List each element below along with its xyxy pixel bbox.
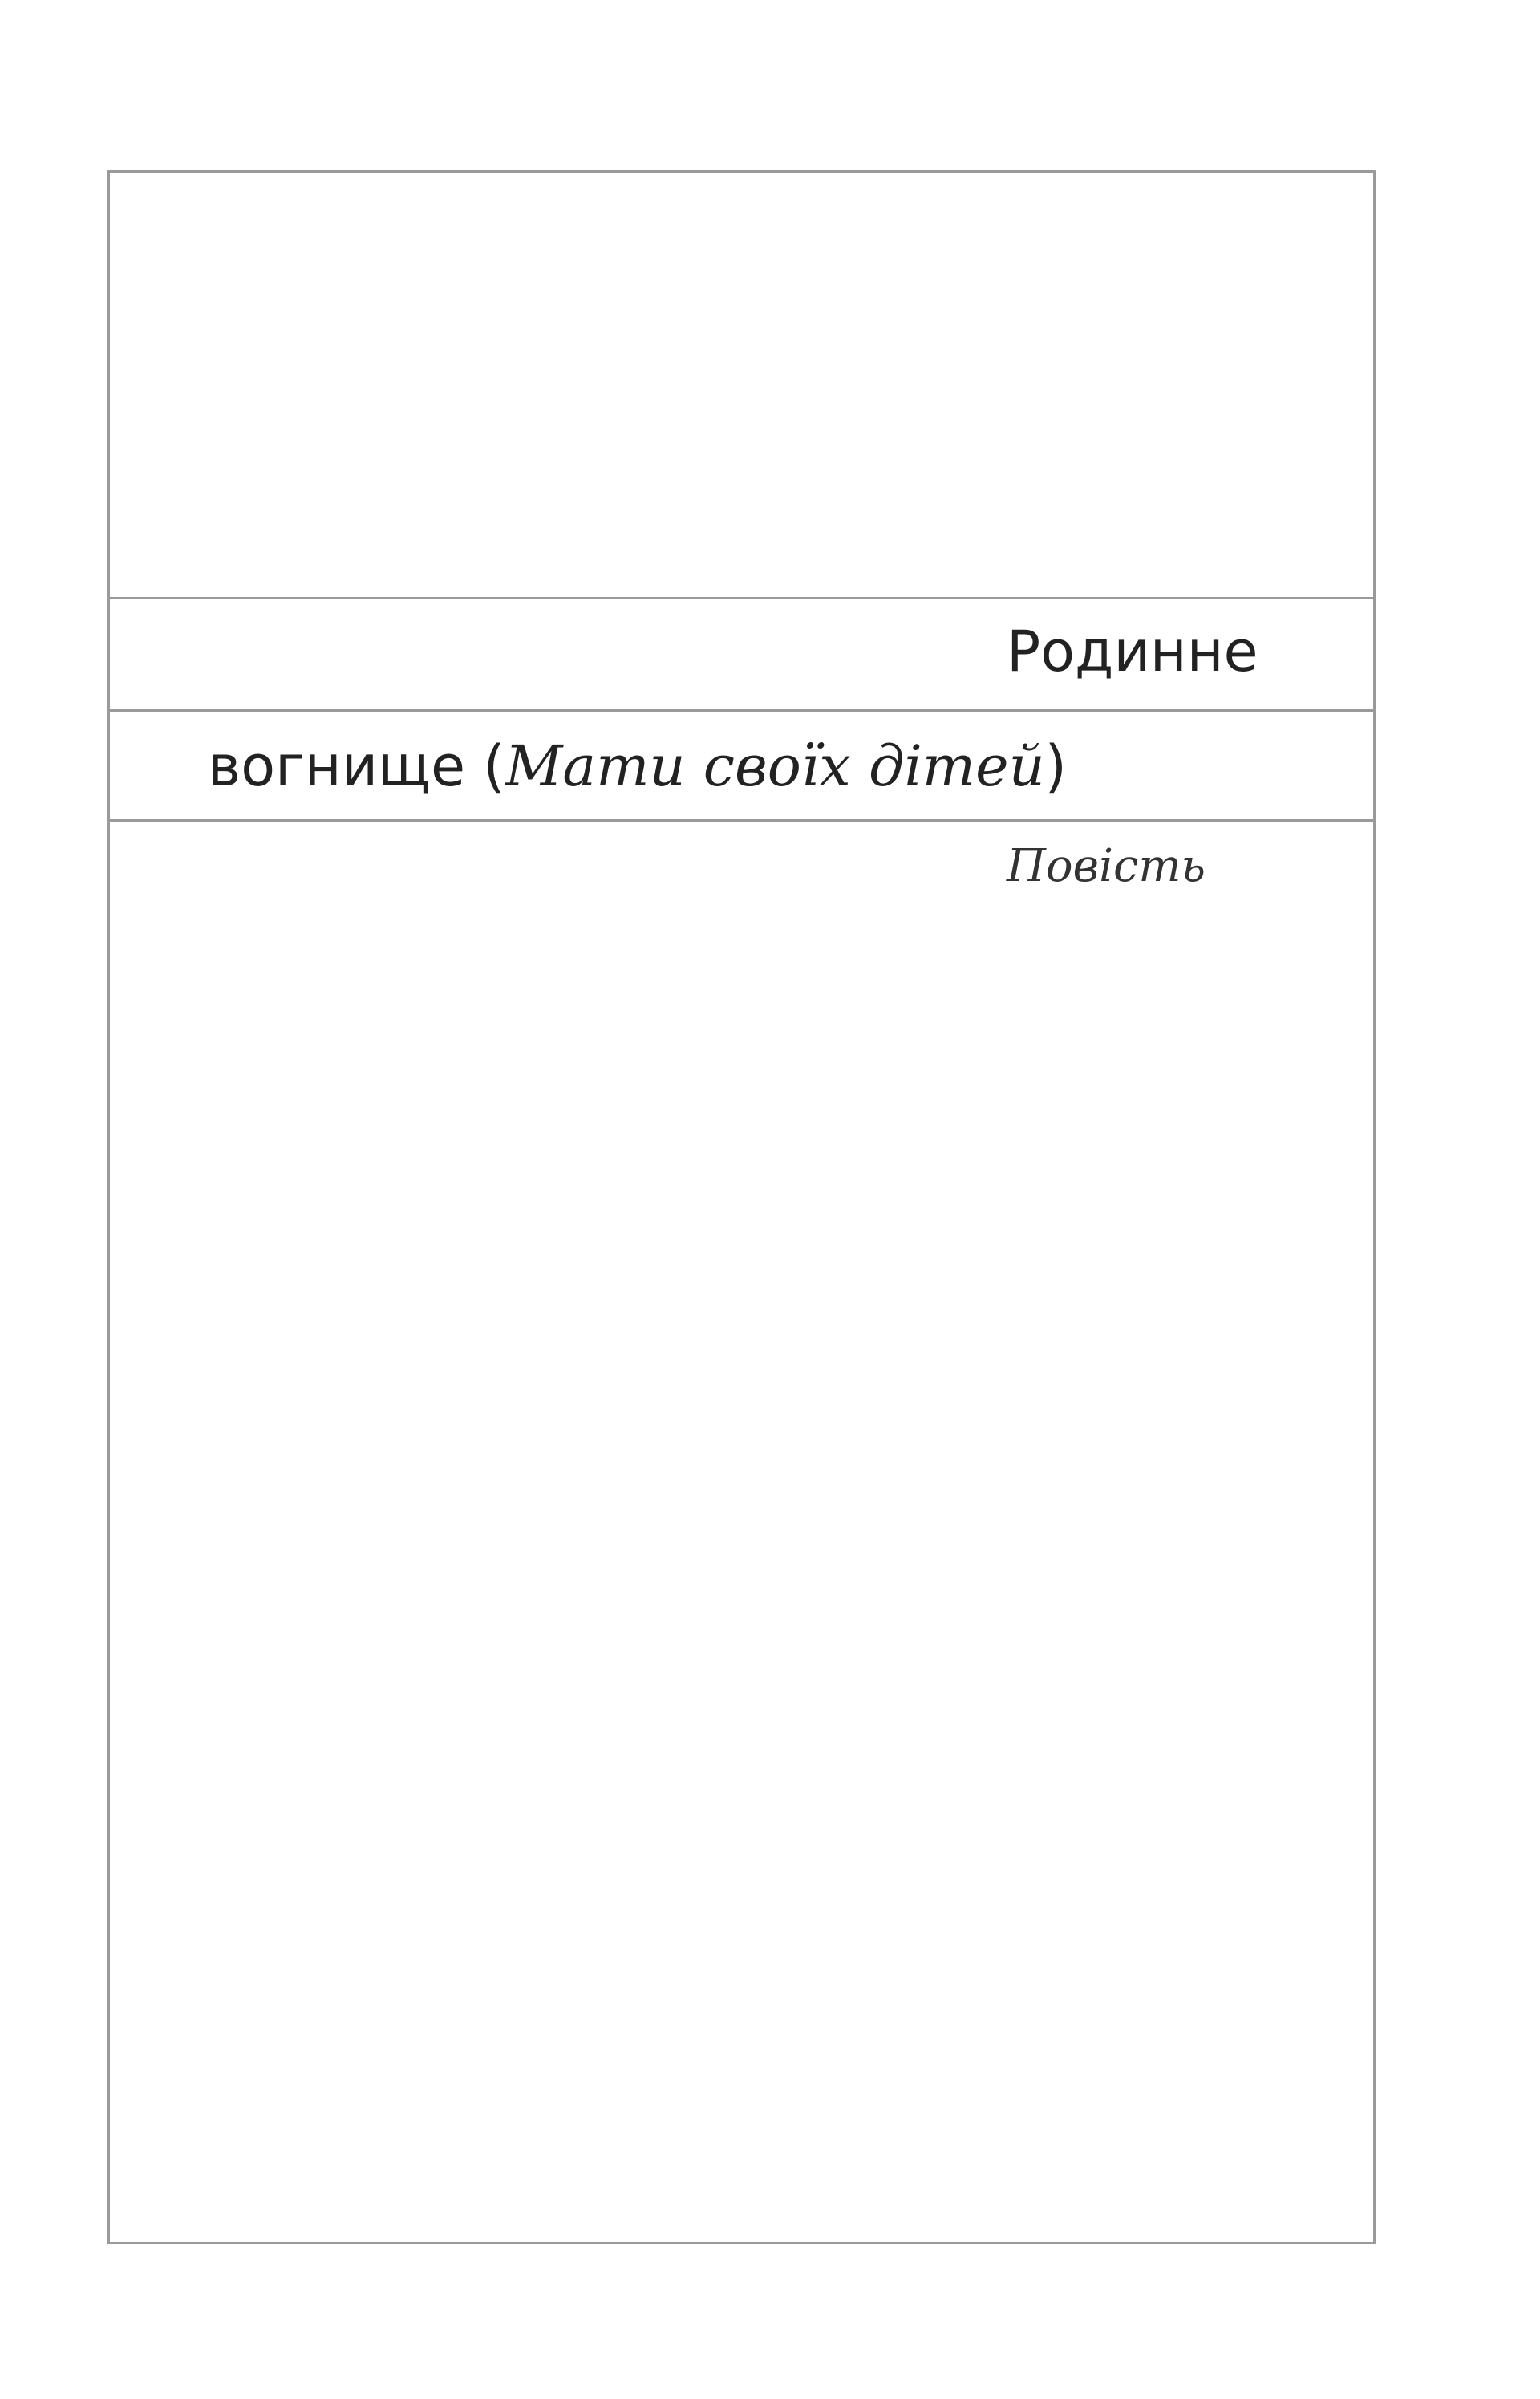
title-main-text: вогнище ( — [208, 733, 505, 799]
title-band-bottom — [110, 709, 1373, 822]
title-line-1: Родинне — [1007, 619, 1258, 684]
title-closing-paren: ) — [1044, 733, 1067, 799]
title-band-top — [110, 597, 1373, 709]
title-alternate-text: Мати своїх дітей — [505, 733, 1045, 799]
page-frame — [107, 170, 1376, 2244]
genre-subtitle: Повість — [1007, 840, 1206, 892]
title-line-2 — [208, 730, 1067, 802]
